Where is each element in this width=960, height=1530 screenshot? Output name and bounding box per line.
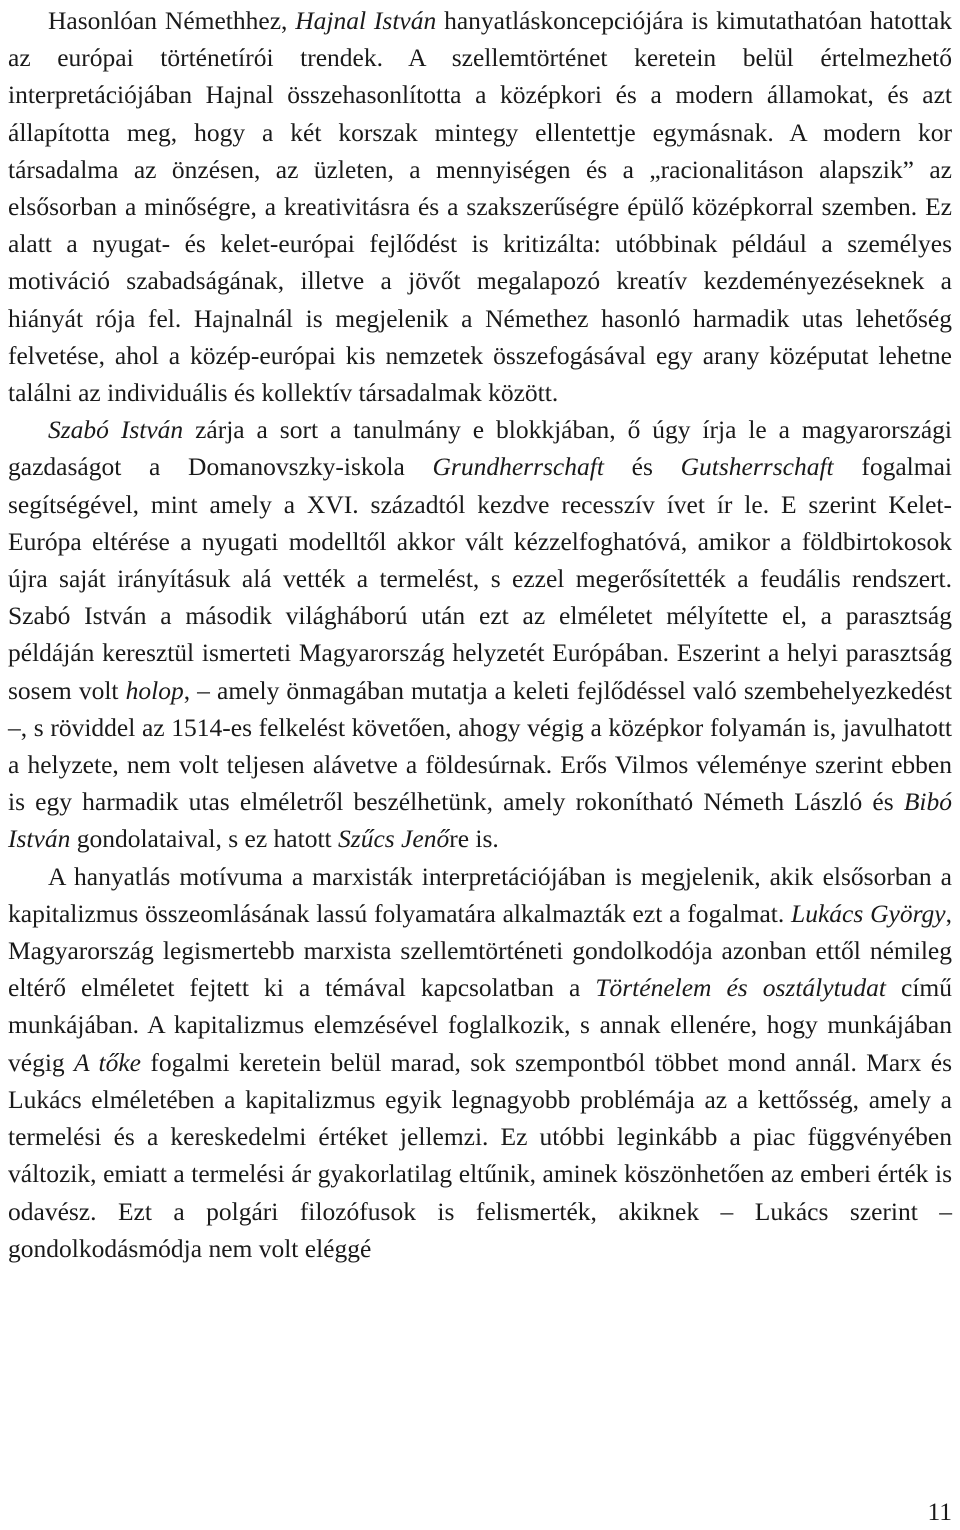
text-segment: fogalmi keretein belül marad, sok szempontból többet mond annál. Marx és Lukács elméletében a kapitalizmus egyik legnagyobb problémája az a kettősség, amely a termelési és a kereskedelmi értéket jellemzi. Ez utóbbi leginkább a piac függvényében változik, emiatt a termelési ár gyakorlatilag eltűnik, aminek köszönhetően az emberi érték is odavész. Ezt a polgári filozófusok is felismerték, akiknek – Lukács szerint – gondolkodásmódja nem volt eléggé (8, 1047, 953, 1263)
italic-text-segment: Grundherrschaft (432, 452, 604, 482)
text-segment: Hasonlóan Némethhez, (48, 6, 296, 35)
text-segment: re is. (449, 824, 499, 854)
paragraph-1 (8, 2, 952, 411)
page-number: 11 (927, 1497, 952, 1526)
text-segment: zárja a sort a tanulmány e blokkjában, ő úgy írja le a magyarországi gazdaságot a Domanovszky-iskola (8, 415, 952, 482)
text-segment: című munkájában. A kapitalizmus elemzésével foglalkozik, s annak ellenére, hogy munkájában végig (8, 973, 952, 1077)
text-segment: , Magyarország legismertebb marxista szellemtörténeti gondolkodója azonban ettől némileg eltérő elméletet fejtett ki a témával kapcsolatban a (8, 898, 952, 1003)
text-segment: és (603, 452, 681, 482)
italic-text-segment: Hajnal István (295, 6, 437, 35)
paragraph-2 (8, 411, 952, 857)
italic-text-segment: Történelem és osztálytudat (595, 973, 886, 1003)
text-segment: gondolataival, s ez hatott (70, 824, 339, 854)
paragraph-3 (8, 858, 952, 1267)
italic-text-segment: Lukács György (791, 898, 946, 928)
text-segment: fogalmai segítségével, mint amely a XVI. századtól kezdve recesszív ívet ír le. E szerint Kelet-Európa eltérése a nyugati modelltől akkor vált kézzelfoghatóvá, amikor a földbirtokosok újra saját irányításuk alá vették a termelést, s ezzel megerősítették a feudális rendszert. Szabó István a második világháború után ezt az elméletet mélyítette el, a parasztság példáján keresztül ismerteti Magyarország helyzetét Európában. Eszerint a helyi parasztság sosem volt (8, 452, 952, 705)
italic-text-segment: Szűcs Jenő (338, 824, 450, 854)
italic-text-segment: A tőke (74, 1047, 141, 1077)
document-page (8, 2, 952, 1267)
italic-text-segment: Bibó István (8, 787, 952, 854)
text-segment: , – amely önmagában mutatja a keleti fejlődéssel való szembehelyezkedést –, s röviddel az 1514-es felkelést követően, ahogy végig a középkor folyamán is, javulhatott a helyzete, nem volt teljesen alávetve a földesúrnak. Erős Vilmos véleménye szerint ebben is egy harmadik utas elméletről beszélhetünk, amely rokonítható Németh László és (8, 675, 953, 817)
italic-text-segment: holop (125, 675, 184, 705)
text-segment: A hanyatlás motívuma a marxisták interpretációjában is megjelenik, akik elsősorban a kapitalizmus összeomlásának lassú folyamatára alkalmazták ezt a fogalmat. (8, 861, 952, 928)
italic-text-segment: Szabó István (48, 415, 184, 445)
text-segment: hanyatláskoncepciójára is kimutathatóan hatottak az európai történetírói trendek. A szellemtörténet keretein belül értelmezhető interpretációjában Hajnal összehasonlította a középkori és a modern államokat, és azt állapította meg, hogy a két korszak mintegy ellentettje egymásnak. A modern kor társadalma az önzésen, az üzleten, a mennyiségen és a „racionalitáson alapszik” az elsősorban a minőségre, a kreativitásra és a szakszerűségre épülő középkorral szemben. Ez alatt a nyugat- és kelet-európai fejlődést is kritizálta: utóbbinak például a személyes motiváció szabadságának, illetve a jövőt megalapozó kreatív kezdeményezéseknek a hiányát rója fel. Hajnalnál is megjelenik a Némethez hasonló harmadik utas lehetőség felvetése, ahol a közép-európai kis nemzetek összefogásával egy arany középutat lehetne találni az individuális és kollektív társadalmak között. (8, 6, 953, 408)
italic-text-segment: Gutsherrschaft (680, 452, 834, 482)
